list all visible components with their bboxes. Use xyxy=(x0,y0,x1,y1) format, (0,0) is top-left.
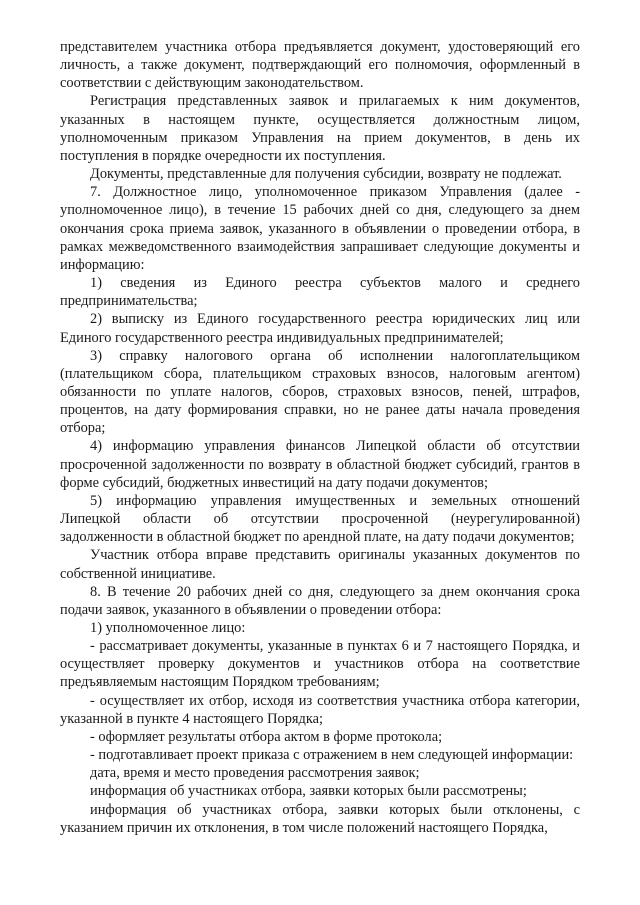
paragraph-8-1-order-draft: - подготавливает проект приказа с отражением в нем следующей информации: xyxy=(90,747,574,764)
paragraph-8-1-selection: - осуществляет их отбор, исходя из соответствия участника отбора категории, указанной в пункте 4 настоящего Порядка; xyxy=(60,692,580,727)
paragraph-registration: Регистрация представленных заявок и прилагаемых к ним документов, указанных в настоящем пункте, осуществляется должностным лицом, уполномоченным приказом Управления на прием документов, в день их поступления в порядке очередности их поступления. xyxy=(60,93,580,164)
paragraph-info-date: дата, время и место проведения рассмотрения заявок; xyxy=(90,765,420,782)
paragraph-7-1: 1) сведения из Единого реестра субъектов малого и среднего предпринимательства; xyxy=(60,275,580,310)
paragraph-item-8: 8. В течение 20 рабочих дней со дня, следующего за днем окончания срока подачи заявок, указанного в объявлении о проведении отбора: xyxy=(60,583,580,618)
paragraph-8-1-protocol: - оформляет результаты отбора актом в форме протокола; xyxy=(90,728,443,745)
paragraph-8-1-review: - рассматривает документы, указанные в пунктах 6 и 7 настоящего Порядка, и осуществляет проверку документов и участников отбора на соответствие предъявляемым настоящим Порядком требованиям; xyxy=(60,638,580,691)
paragraph-item-7: 7. Должностное лицо, уполномоченное приказом Управления (далее - уполномоченное лицо), в течение 15 рабочих дней со дня, следующего за днем окончания срока приема заявок, указанного в объявлении о проведении отбора, в рамках межведомственного взаимодействия запрашивает следующие документы и информацию: xyxy=(60,184,580,273)
paragraph-representative-docs: представителем участника отбора предъявляется документ, удостоверяющий его личность, а также документ, подтверждающий его полномочия, оформленный в соответствии с действующим законодательством. xyxy=(60,39,580,92)
paragraph-originals: Участник отбора вправе представить оригиналы указанных документов по собственной инициативе. xyxy=(60,547,580,582)
paragraph-info-rejected: информация об участниках отбора, заявки которых были отклонены, с указанием причин их отклонения, в том числе положений настоящего Порядка, xyxy=(60,801,580,836)
paragraph-8-1: 1) уполномоченное лицо: xyxy=(90,620,246,636)
paragraph-7-3: 3) справку налогового органа об исполнении налогоплательщиком (плательщиком сбора, плательщиком страховых взносов, налоговым агентом) обязанности по уплате налогов, сборов, страховых взносов, пеней, штрафов, процентов, на дату формирования справки, но не ранее даты начала проведения отбора; xyxy=(60,347,580,437)
paragraph-7-5: 5) информацию управления имущественных и земельных отношений Липецкой области об отсутствии просроченной (неурегулированной) задолженности в областной бюджет по арендной плате, на дату подачи документов; xyxy=(60,492,580,546)
paragraph-info-reviewed: информация об участниках отбора, заявки которых были рассмотрены; xyxy=(90,783,527,800)
paragraph-7-4: 4) информацию управления финансов Липецкой области об отсутствии просроченной задолженности по возврату в областной бюджет субсидий, грантов в форме субсидий, бюджетных инвестиций на дату подачи документов; xyxy=(60,438,580,491)
paragraph-7-2: 2) выписку из Единого государственного реестра юридических лиц или Единого государственного реестра индивидуальных предпринимателей; xyxy=(60,311,580,346)
paragraph-no-return: Документы, представленные для получения субсидии, возврату не подлежат. xyxy=(90,166,562,183)
